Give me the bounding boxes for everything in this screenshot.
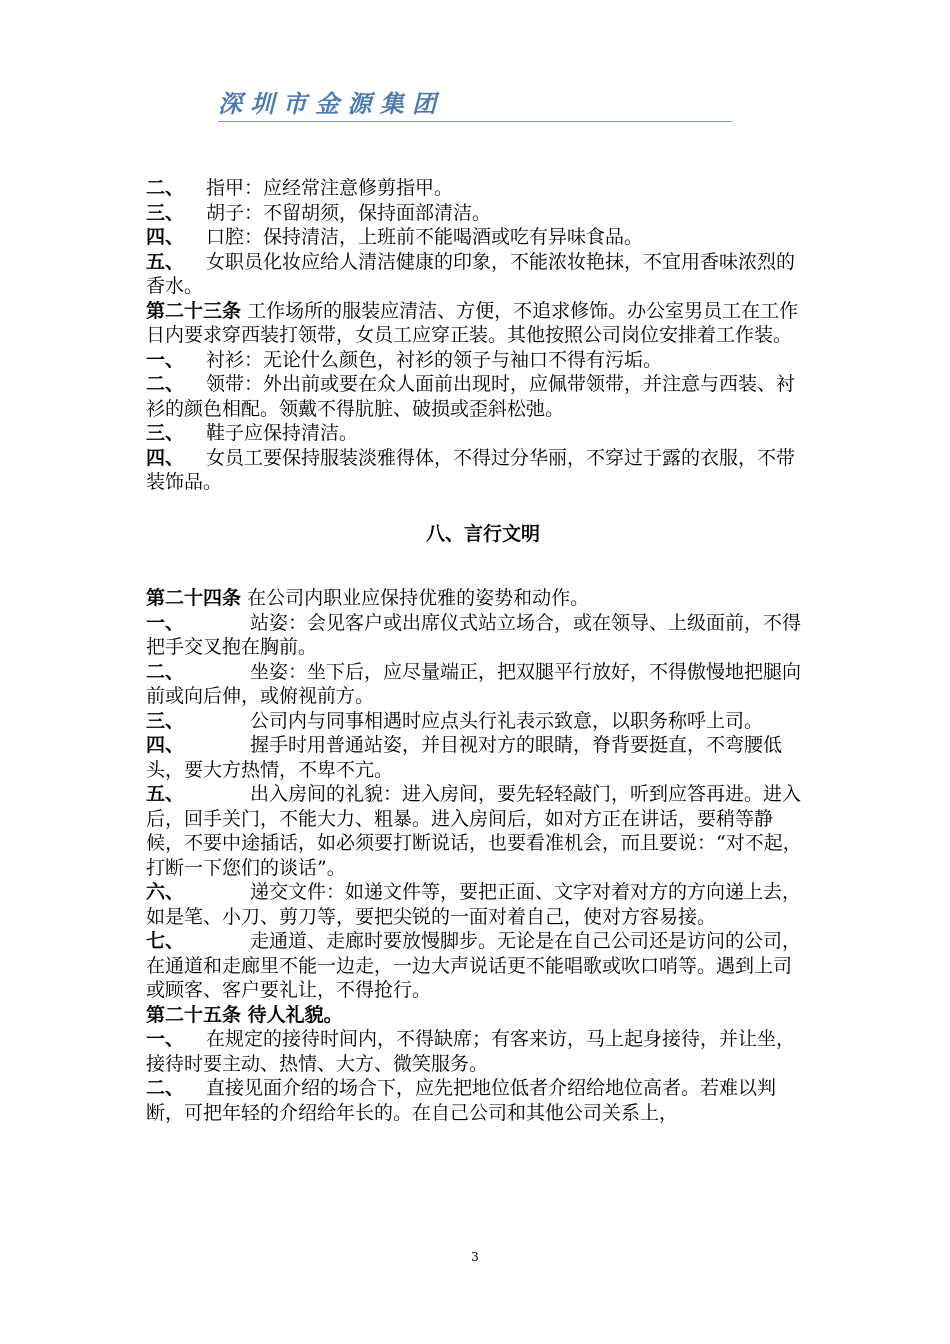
item-text: 领带：外出前或要在众人面前出现时，应佩带领带，并注意与西装、衬衫的颜色相配。领戴不得肮脏、破损或歪斜松弛。 — [146, 373, 796, 420]
item-text: 口腔：保持清洁，上班前不能喝酒或吃有异味食品。 — [206, 226, 644, 248]
item-text: 直接见面介绍的场合下，应先把地位低者介绍给地位高者。若难以判断，可把年轻的介绍给年长的。在自己公司和其他公司关系上， — [146, 1077, 777, 1124]
item-text: 在公司内职业应保持优雅的姿势和动作。 — [247, 587, 590, 609]
item-text: 指甲：应经常注意修剪指甲。 — [206, 177, 454, 199]
article-paragraph — [146, 299, 810, 348]
article-label: 第二十五条 待人礼貌。 — [146, 1003, 343, 1026]
header-rule — [218, 121, 732, 122]
paragraph — [146, 201, 810, 226]
paragraph — [146, 225, 810, 250]
paragraph — [146, 372, 810, 421]
item-label: 一、 — [146, 1028, 185, 1050]
item-label: 三、 — [146, 709, 185, 732]
item-text: 胡子：不留胡须，保持面部清洁。 — [206, 201, 492, 224]
item-label: 一、 — [146, 348, 185, 371]
paragraph — [146, 880, 810, 929]
document-body — [146, 176, 810, 1125]
section-heading: 八、言行文明 — [425, 522, 540, 545]
article-paragraph — [146, 586, 810, 611]
paragraph — [146, 709, 810, 734]
item-label: 三、 — [146, 422, 185, 444]
header-title: 深 圳 市 金 源 集 团 — [218, 90, 437, 118]
item-label: 二、 — [146, 177, 185, 199]
item-label: 五、 — [146, 783, 185, 805]
paragraph — [146, 348, 810, 373]
item-label: 二、 — [146, 373, 185, 395]
item-text: 女职员化妆应给人清洁健康的印象，不能浓妆艳抹，不宜用香味浓烈的香水。 — [146, 250, 796, 297]
item-label: 二、 — [146, 1077, 185, 1099]
item-label: 四、 — [146, 734, 185, 756]
item-label: 一、 — [146, 611, 185, 634]
paragraph — [146, 733, 810, 782]
paragraph — [146, 782, 810, 880]
item-text: 递交文件：如递文件等，要把正面、文字对着对方的方向递上去，如是笔、小刀、剪刀等，要把尖锐的一面对着自己，使对方容易接。 — [146, 881, 802, 928]
item-label: 二、 — [146, 660, 185, 683]
paragraph — [146, 250, 810, 299]
paragraph — [146, 176, 810, 201]
paragraph — [146, 611, 810, 660]
page-number: 3 — [471, 1250, 479, 1264]
item-text: 公司内与同事相遇时应点头行礼表示致意，以职务称呼上司。 — [250, 709, 764, 732]
item-text: 鞋子应保持清洁。 — [206, 422, 359, 444]
item-text: 坐姿：坐下后，应尽量端正，把双腿平行放好，不得傲慢地把腿向前或向后伸，或俯视前方。 — [146, 660, 802, 707]
paragraph — [146, 1076, 810, 1125]
paragraph — [146, 660, 810, 709]
item-text: 衬衫：无论什么颜色，衬衫的领子与袖口不得有污垢。 — [206, 348, 663, 371]
paragraph — [146, 446, 810, 495]
item-text: 女员工要保持服装淡雅得体，不得过分华丽，不穿过于露的衣服，不带装饰品。 — [146, 446, 796, 493]
item-text: 站姿：会见客户或出席仪式站立场合，或在领导、上级面前，不得把手交叉抱在胸前。 — [146, 611, 802, 658]
item-label: 五、 — [146, 250, 185, 273]
item-text: 工作场所的服装应清洁、方便，不追求修饰。办公室男员工在工作日内要求穿西装打领带，女员工应穿正装。其他按照公司岗位安排着工作装。 — [146, 299, 799, 346]
item-text: 出入房间的礼貌：进入房间，要先轻轻敲门，听到应答再进。进入后，回手关门，不能大力、粗暴。进入房间后，如对方正在讲话，要稍等静候，不要中途插话，如必须要打断说话，也要看准机会，而且要说：“对不起，打断一下您们的谈话”。 — [146, 783, 802, 879]
item-text: 在规定的接待时间内，不得缺席；有客来访，马上起身接待，并让坐，接待时要主动、热情、大方、微笑服务。 — [146, 1028, 796, 1075]
item-label: 七、 — [146, 930, 185, 952]
article-label: 第二十四条 — [146, 587, 242, 609]
item-label: 四、 — [146, 226, 185, 248]
paragraph — [146, 929, 810, 1003]
item-label: 四、 — [146, 446, 185, 469]
paragraph — [146, 421, 810, 446]
item-label: 六、 — [146, 881, 185, 903]
paragraph — [146, 1027, 810, 1076]
item-text: 握手时用普通站姿，并目视对方的眼睛，脊背要挺直，不弯腰低头，要大方热情，不卑不亢。 — [146, 734, 783, 781]
item-label: 三、 — [146, 201, 185, 224]
item-text: 走通道、走廊时要放慢脚步。无论是在自己公司还是访问的公司，在通道和走廊里不能一边走，一边大声说话更不能唱歌或吹口哨等。遇到上司或顾客、客户要礼让，不得抢行。 — [146, 930, 802, 1001]
article-paragraph — [146, 1003, 810, 1028]
article-label: 第二十三条 — [146, 299, 242, 322]
